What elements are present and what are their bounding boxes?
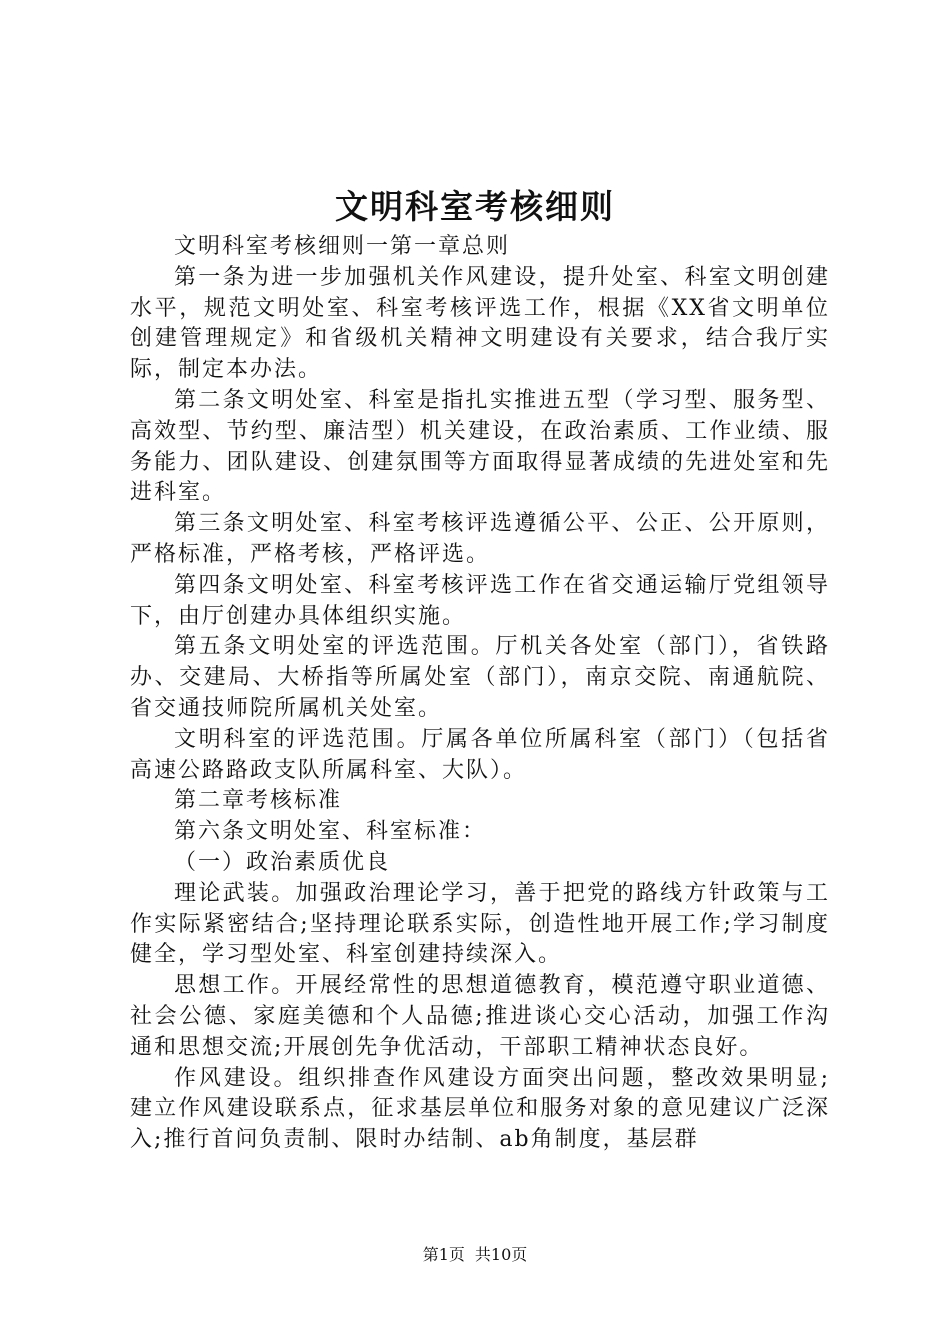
paragraph-article-6: 第六条文明处室、科室标准： <box>174 819 487 845</box>
page-number: 第1页 <box>422 1245 465 1264</box>
paragraph-theory: 理论武装。加强政治理论学习，善于把党的路线方针政策与工作实际紧密结合;坚持理论联系实际，创造性地开展工作;学习制度健全，学习型处室、科室创建持续深入。 <box>130 880 830 968</box>
paragraph-article-1: 第一条为进一步加强机关作风建设，提升处室、科室文明创建水平，规范文明处室、科室考核评选工作，根据《XX省文明单位创建管理规定》和省级机关精神文明建设有关要求，结合我厅实际，制定本办法。 <box>130 264 830 383</box>
paragraph-subheading-political: （一）政治素质优良 <box>174 849 391 875</box>
paragraph-work-style: 作风建设。组织排查作风建设方面突出问题，整改效果明显;建立作风建设联系点，征求基层单位和服务对象的意见建议广泛深入;推行首问负责制、限时办结制、ab角制度，基层群 <box>130 1065 830 1153</box>
paragraph-section-scope: 文明科室的评选范围。厅属各单位所属科室（部门）（包括省高速公路路政支队所属科室、大队）。 <box>130 726 830 783</box>
paragraph-ideology: 思想工作。开展经常性的思想道德教育，模范遵守职业道德、社会公德、家庭美德和个人品德;推进谈心交心活动，加强工作沟通和思想交流;开展创先争优活动，干部职工精神状态良好。 <box>130 973 830 1060</box>
page-total: 共10页 <box>474 1245 528 1264</box>
paragraph-chapter-two-heading: 第二章考核标准 <box>174 788 343 814</box>
page-footer <box>0 1244 950 1266</box>
paragraph-article-2: 第二条文明处室、科室是指扎实推进五型（学习型、服务型、高效型、节约型、廉洁型）机关建设，在政治素质、工作业绩、服务能力、团队建设、创建氛围等方面取得显著成绩的先进处室和先进科室。 <box>130 387 830 506</box>
paragraph-chapter-one-heading: 文明科室考核细则一第一章总则 <box>174 234 511 259</box>
paragraph-article-4: 第四条文明处室、科室考核评选工作在省交通运输厅党组领导下，由厅创建办具体组织实施。 <box>130 572 830 629</box>
paragraph-article-3: 第三条文明处室、科室考核评选遵循公平、公正、公开原则，严格标准，严格考核，严格评选。 <box>130 511 830 567</box>
document-body <box>130 232 830 1156</box>
document-title: 文明科室考核细则 <box>335 187 615 226</box>
paragraph-article-5: 第五条文明处室的评选范围。厅机关各处室（部门），省铁路办、交建局、大桥指等所属处室（部门），南京交院、南通航院、省交通技师院所属机关处室。 <box>130 634 830 721</box>
